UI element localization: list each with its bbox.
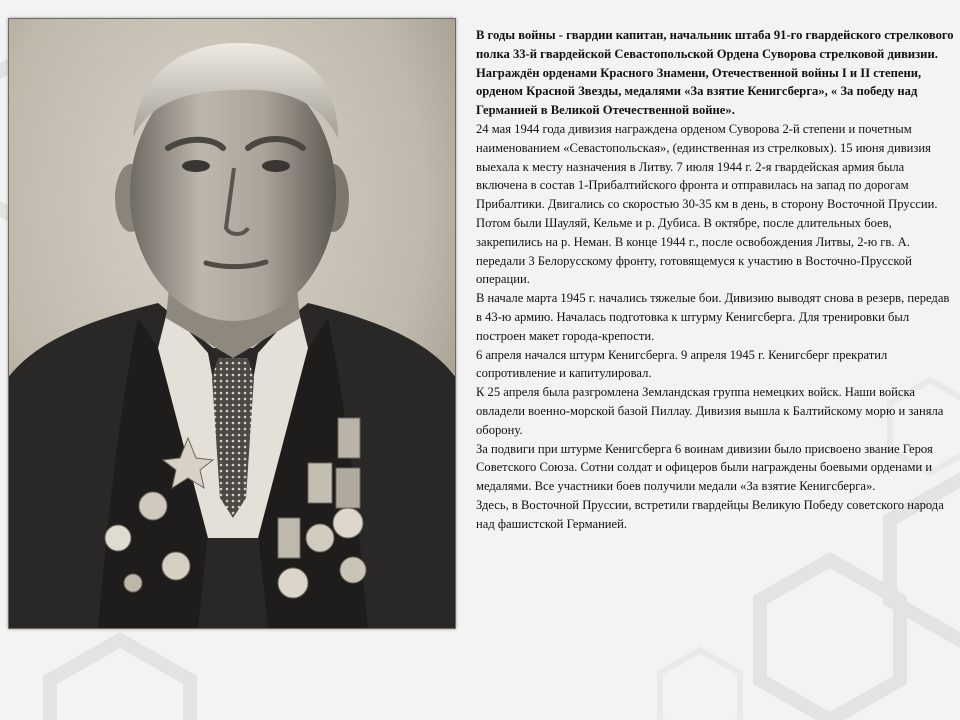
division-history-paragraph: 6 апреля начался штурм Кенигсберга. 9 апреля 1945 г. Кенигсберг прекратил сопротивление и капитулировал. bbox=[476, 347, 888, 381]
division-history-paragraph: В начале марта 1945 г. начались тяжелые бои. Дивизию выводят снова в резерв, передав в 43-ю армию. Началась подготовка к штурму Кенигсберга. Для тренировки был построен макет города-крепости. bbox=[476, 291, 950, 343]
service-summary-paragraph: В годы войны - гвардии капитан, начальник штаба 91-го гвардейского стрелкового полка 33-й гвардейской Севастопольской Ордена Суворова стрелковой дивизии. Награждён орденами Красного Знамени, Отечественной войны I и II степени, орденом Красной Звезды, медалями «За взятие Кенигсберга», « За победу над Германией в Великой Отечественной войне». bbox=[476, 28, 954, 118]
division-history-paragraph: К 25 апреля была разгромлена Земландская группа немецких войск. Наши войска овладели военно-морской базой Пиллау. Дивизия вышла к Балтийскому морю и заняла оборону. bbox=[476, 385, 944, 437]
division-history-paragraph: 24 мая 1944 года дивизия награждена орденом Суворова 2-й степени и почетным наименованием «Севастопольская», (единственная из стрелковых). 15 июня дивизия выехала к месту назначения в Литву. 7 июля 1944 г. 2-я гвардейская армия была включена в состав 1-Прибалтийского фронта и отправилась на запад по дорогам Прибалтики. Двигались со скоростью 30-35 км в день, в сторону Восточной Пруссии. bbox=[476, 121, 938, 212]
veteran-portrait-photo bbox=[8, 18, 456, 629]
division-history-paragraph: Здесь, в Восточной Пруссии, встретили гвардейцы Великую Победу советского народа над фашистской Германией. bbox=[476, 497, 944, 531]
biography-text-block bbox=[476, 26, 954, 534]
division-history-paragraph: За подвиги при штурме Кенигсберга 6 воинам дивизии было присвоено звание Героя Советского Союза. Сотни солдат и офицеров были награждены боевыми орденами и медалями. Все участники боев получили медали «За взятие Кенигсберга». bbox=[476, 441, 933, 494]
division-history-paragraph: Потом были Шауляй, Кельме и р. Дубиса. В октябре, после длительных боев, закрепились на р. Неман. В конце 1944 г., после освобождения Литвы, 2-ю гв. А. передали 3 Белорусскому фронту, готовящемуся к участию в Восточно-Прусской операции. bbox=[476, 215, 912, 287]
